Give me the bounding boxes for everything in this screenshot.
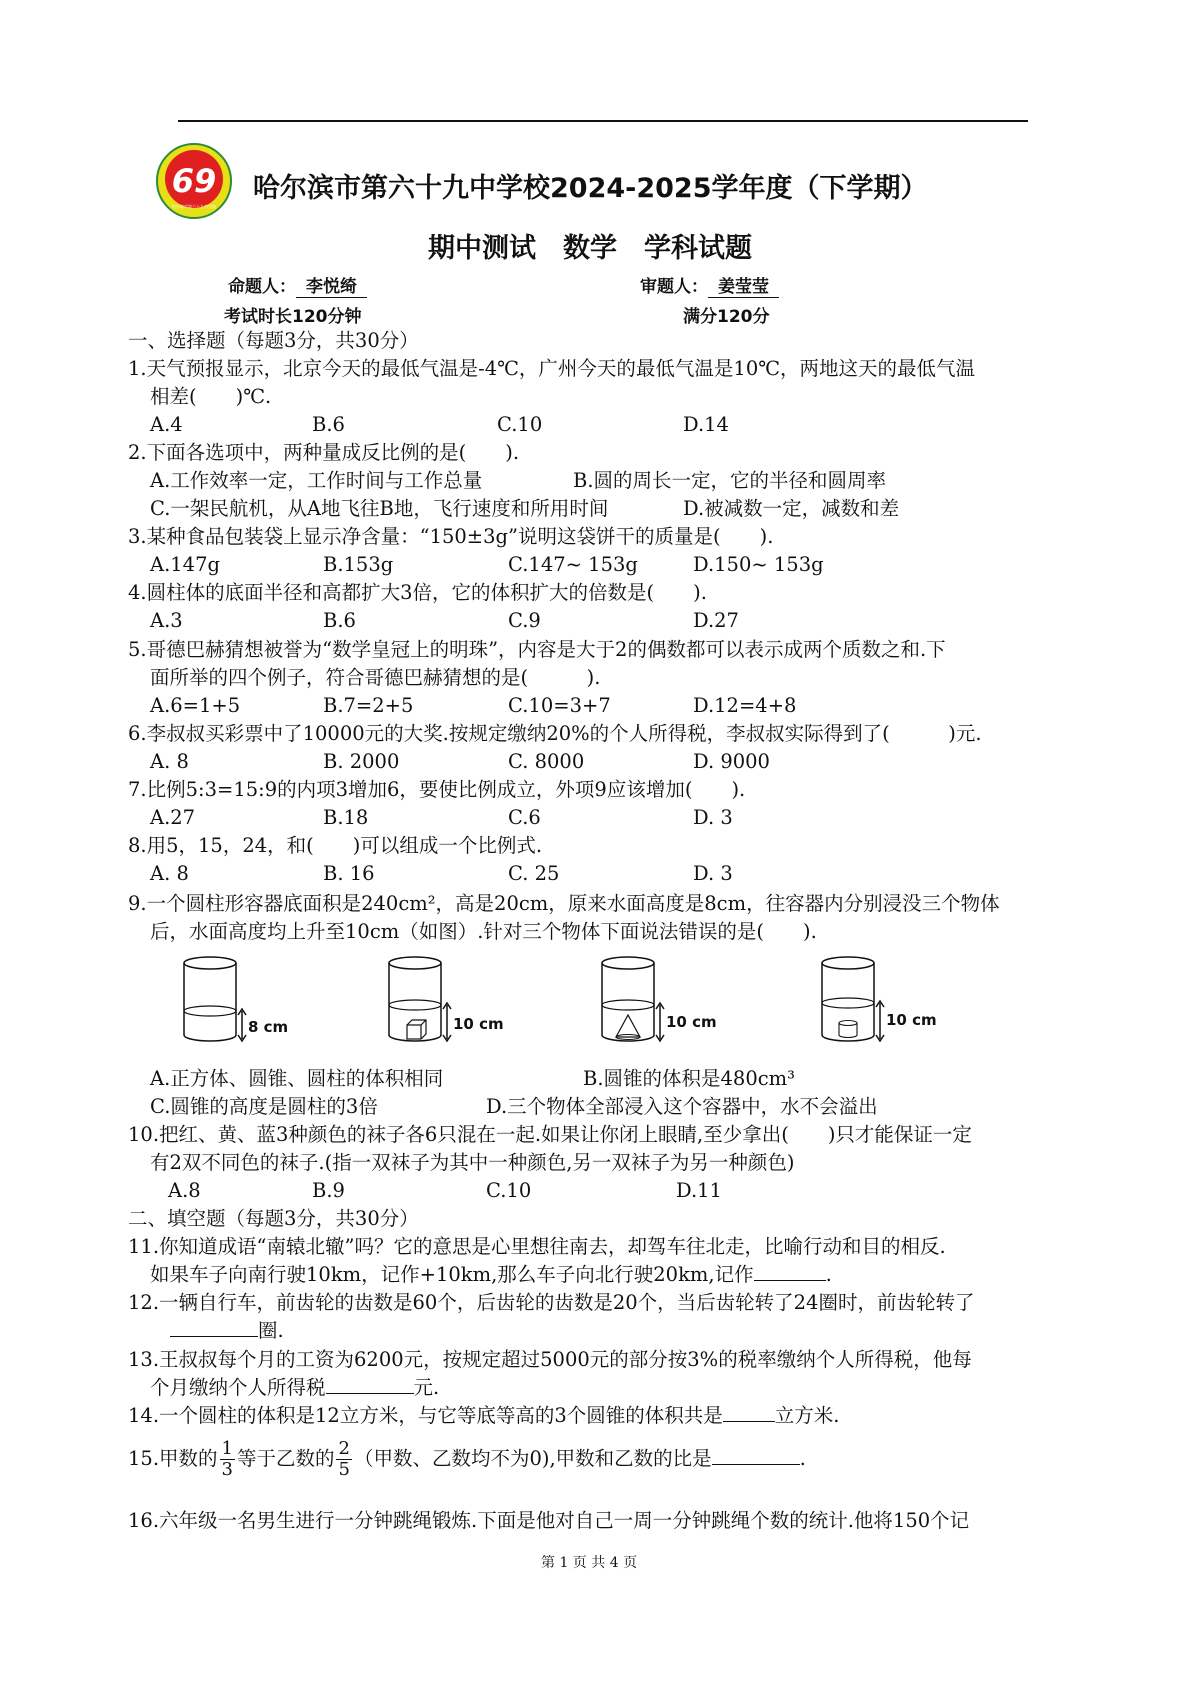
- q12-end: 圈.: [258, 1319, 284, 1342]
- author-label: 命题人：: [228, 277, 296, 297]
- reviewer-line: [640, 272, 779, 298]
- q5-stem-cont: 面所举的四个例子，符合哥德巴赫猜想的是( ).: [150, 666, 601, 689]
- q16-stem: 16.六年级一名男生进行一分钟跳绳锻炼.下面是他对自己一周一分钟跳绳个数的统计.他将150个记: [128, 1509, 970, 1532]
- q13-answer-blank[interactable]: [326, 1375, 414, 1394]
- q4-option-d: D.27: [693, 609, 739, 632]
- q10-stem-cont: 有2双不同色的袜子.(指一双袜子为其中一种颜色,另一双袜子为另一种颜色): [150, 1151, 795, 1174]
- q11-answer-blank[interactable]: [754, 1262, 826, 1281]
- q10-option-a: A.8: [168, 1179, 201, 1202]
- q2-option-d: D.被减数一定，减数和差: [683, 497, 900, 520]
- q9-stem-cont: 后，水面高度均上升至10cm（如图）.针对三个物体下面说法错误的是( ).: [150, 920, 817, 943]
- q5-option-c: C.10=3+7: [508, 694, 611, 717]
- q1-option-b: B.6: [312, 413, 345, 436]
- q15-stem: [128, 1436, 806, 1482]
- q13-text: 个月缴纳个人所得税: [150, 1376, 326, 1399]
- q14-text: 14.一个圆柱的体积是12立方米，与它等底等高的3个圆锥的体积共是: [128, 1404, 723, 1427]
- q4-option-b: B.6: [323, 609, 356, 632]
- q1-stem: 1.天气预报显示，北京今天的最低气温是-4℃，广州今天的最低气温是10℃，两地这天的最低气温: [128, 357, 976, 380]
- q9-figure-3: [600, 955, 720, 1054]
- q11-stem-cont: [150, 1262, 832, 1288]
- q5-option-d: D.12=4+8: [693, 694, 797, 717]
- q6-option-c: C. 8000: [508, 750, 585, 773]
- q3-option-c: C.147~ 153g: [508, 553, 638, 576]
- q15-text-3: （甲数、乙数均不为0),甲数和乙数的比是: [353, 1447, 712, 1470]
- q15-fraction-2-numerator: 2: [338, 1438, 350, 1459]
- school-title: 哈尔滨市第六十九中学校2024-2025学年度（下学期）: [253, 173, 928, 204]
- q15-fraction-1-numerator: 1: [221, 1438, 233, 1459]
- q9-option-d: D.三个物体全部浸入这个容器中，水不会溢出: [486, 1095, 878, 1118]
- q15-answer-blank[interactable]: [712, 1446, 800, 1465]
- q10-option-b: B.9: [312, 1179, 345, 1202]
- q11-text: 如果车子向南行驶10km，记作+10km,那么车子向北行驶20km,记作: [150, 1263, 754, 1286]
- q9-fig3-label: 10 cm: [666, 1013, 717, 1031]
- q15-text-2: 等于乙数的: [236, 1447, 335, 1470]
- q9-option-b: B.圆锥的体积是480cm³: [583, 1067, 795, 1090]
- q3-option-b: B.153g: [323, 553, 394, 576]
- q5-option-b: B.7=2+5: [323, 694, 414, 717]
- q2-option-b: B.圆的周长一定，它的半径和圆周率: [573, 469, 887, 492]
- q9-stem: 9.一个圆柱形容器底面积是240cm²，高是20cm，原来水面高度是8cm，往容器内分别浸没三个物体: [128, 892, 1000, 915]
- q2-stem: 2.下面各选项中，两种量成反比例的是( ).: [128, 441, 520, 464]
- q7-option-c: C.6: [508, 806, 541, 829]
- q6-option-d: D. 9000: [693, 750, 770, 773]
- q12-stem: 12.一辆自行车，前齿轮的齿数是60个，后齿轮的齿数是20个，当后齿轮转了24圈时，前齿轮转了: [128, 1291, 975, 1314]
- exam-duration: 考试时长120分钟: [224, 307, 362, 327]
- section2-heading: 二、填空题（每题3分，共30分）: [128, 1207, 419, 1230]
- q14-stem: [128, 1403, 839, 1429]
- q15-text-1: 15.甲数的: [128, 1447, 218, 1470]
- logo-mark: 69: [171, 162, 217, 200]
- q4-option-c: C.9: [508, 609, 541, 632]
- q12-stem-cont: [170, 1318, 284, 1344]
- reviewer-name: 姜莹莹: [708, 272, 779, 298]
- school-logo: [155, 142, 233, 220]
- q9-fig4-label: 10 cm: [886, 1011, 937, 1029]
- top-rule: [178, 120, 1028, 122]
- q9-figure-2: [387, 955, 507, 1054]
- q3-option-d: D.150~ 153g: [693, 553, 824, 576]
- section1-heading: 一、选择题（每题3分，共30分）: [128, 329, 419, 352]
- q14-answer-blank[interactable]: [723, 1403, 775, 1422]
- q4-option-a: A.3: [150, 609, 183, 632]
- q10-option-c: C.10: [486, 1179, 532, 1202]
- q7-stem: 7.比例5:3=15:9的内项3增加6，要使比例成立，外项9应该增加( ).: [128, 778, 746, 801]
- q8-option-a: A. 8: [150, 862, 189, 885]
- exam-title: 期中测试 数学 学科试题: [428, 233, 752, 264]
- author-name: 李悦绮: [296, 272, 367, 298]
- q11-stem: 11.你知道成语“南辕北辙”吗？它的意思是心里想往南去，却驾车往北走，比喻行动和目的相反.: [128, 1235, 946, 1258]
- q12-answer-blank[interactable]: [170, 1318, 258, 1337]
- q5-stem: 5.哥德巴赫猜想被誉为“数学皇冠上的明珠”，内容是大于2的偶数都可以表示成两个质数之和.下: [128, 638, 946, 661]
- q9-fig1-label: 8 cm: [248, 1018, 289, 1036]
- q11-end: .: [825, 1263, 832, 1286]
- q4-stem: 4.圆柱体的底面半径和高都扩大3倍，它的体积扩大的倍数是( ).: [128, 581, 707, 604]
- q7-option-d: D. 3: [693, 806, 733, 829]
- q2-option-a: A.工作效率一定，工作时间与工作总量: [150, 469, 483, 492]
- q13-end: 元.: [413, 1376, 440, 1399]
- q10-stem: 10.把红、黄、蓝3种颜色的袜子各6只混在一起.如果让你闭上眼睛,至少拿出( )只才能保证一定: [128, 1123, 972, 1146]
- q5-option-a: A.6=1+5: [150, 694, 241, 717]
- q2-option-c: C.一架民航机，从A地飞往B地，飞行速度和所用时间: [150, 497, 609, 520]
- q1-option-c: C.10: [497, 413, 543, 436]
- q8-option-c: C. 25: [508, 862, 560, 885]
- q9-option-c: C.圆锥的高度是圆柱的3倍: [150, 1095, 378, 1118]
- q1-option-d: D.14: [683, 413, 729, 436]
- q13-stem: 13.王叔叔每个月的工资为6200元，按规定超过5000元的部分按3%的税率缴纳个人所得税，他每: [128, 1348, 972, 1371]
- q10-option-d: D.11: [676, 1179, 722, 1202]
- q13-stem-cont: [150, 1375, 439, 1401]
- reviewer-label: 审题人：: [640, 277, 708, 297]
- q6-option-a: A. 8: [150, 750, 189, 773]
- q7-option-a: A.27: [150, 806, 196, 829]
- logo-caption: 哈尔滨市第六十九中学校: [172, 204, 216, 209]
- q15-fraction-2: [336, 1439, 351, 1480]
- q1-stem-cont: 相差( )℃.: [150, 385, 272, 408]
- q9-option-a: A.正方体、圆锥、圆柱的体积相同: [150, 1067, 444, 1090]
- q15-fraction-1: [220, 1439, 235, 1480]
- q6-stem: 6.李叔叔买彩票中了10000元的大奖.按规定缴纳20%的个人所得税，李叔叔实际得到了( )元.: [128, 722, 982, 745]
- q1-option-a: A.4: [150, 413, 183, 436]
- q8-stem: 8.用5，15，24，和( )可以组成一个比例式.: [128, 834, 543, 857]
- author-line: [228, 272, 367, 298]
- full-score: 满分120分: [683, 307, 770, 327]
- q15-fraction-2-denominator: 5: [338, 1459, 350, 1480]
- q14-end: 立方米.: [774, 1404, 840, 1427]
- page-footer: 第 1 页 共 4 页: [541, 1555, 638, 1571]
- q15-end: .: [799, 1447, 806, 1470]
- q9-figure-1: [182, 955, 292, 1054]
- q9-fig2-label: 10 cm: [453, 1015, 504, 1033]
- q6-option-b: B. 2000: [323, 750, 400, 773]
- q9-figure-4: [820, 955, 940, 1054]
- q15-fraction-1-denominator: 3: [221, 1459, 233, 1480]
- q7-option-b: B.18: [323, 806, 369, 829]
- q8-option-b: B. 16: [323, 862, 375, 885]
- q3-stem: 3.某种食品包装袋上显示净含量：“150±3g”说明这袋饼干的质量是( ).: [128, 525, 774, 548]
- q3-option-a: A.147g: [150, 553, 220, 576]
- q8-option-d: D. 3: [693, 862, 733, 885]
